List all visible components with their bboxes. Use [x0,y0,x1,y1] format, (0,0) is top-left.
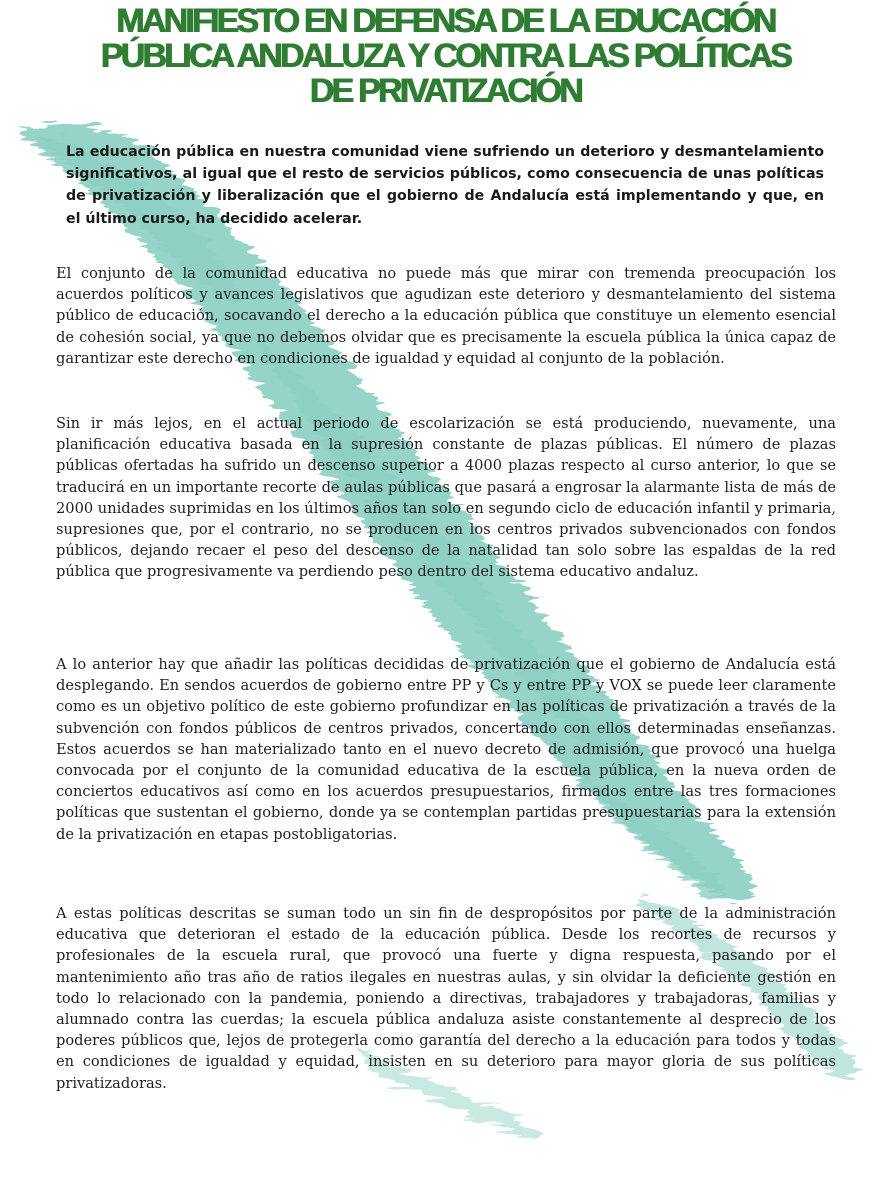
title-line: MANIFIESTO EN DEFENSA DE LA EDUCACIÓN [115,2,775,40]
manifesto-title [20,4,870,109]
title-line: DE PRIVATIZACIÓN [309,72,581,110]
body-paragraph: El conjunto de la comunidad educativa no puede más que mirar con tremenda preocupación los acuerdos políticos y avances legislativos que agudizan este deterioro y desmantelamiento del sistema público de educación, socavando el derecho a la educación pública que constituye un elemento esencial de cohesión social, ya que no debemos olvidar que es precisamente la escuela pública la única capaz de garantizar este derecho en condiciones de igualdad y equidad al conjunto de la población. [56,265,836,367]
title-line: PÚBLICA ANDALUZA Y CONTRA LAS POLÍTICAS [100,37,790,75]
lead-paragraph: La educación pública en nuestra comunidad viene sufriendo un deterioro y desmantelamiento significativos, al igual que el resto de servicios públicos, como consecuencia de unas políticas de privatización y liberalización que el gobierno de Andalucía está implementando y que, en el último curso, ha decidido acelerar. [66,144,824,227]
body-paragraph: Sin ir más lejos, en el actual periodo de escolarización se está produciendo, nuevamente, una planificación educativa basada en la supresión constante de plazas públicas. El número de plazas públicas ofertadas ha sufrido un descenso superior a 4000 plazas respecto al curso anterior, lo que se traducirá en un importante recorte de aulas públicas que pasará a engrosar la alarmante lista de más de 2000 unidades suprimidas en los últimos años tan solo en segundo ciclo de educación infantil y primaria, supresiones que, por el contrario, no se producen en los centros privados subvencionados con fondos públicos, dejando recaer el peso del descenso de la natalidad tan solo sobre las espaldas de la red pública que progresivamente va perdiendo peso dentro del sistema educativo andaluz. [56,415,836,581]
body-paragraph: A estas políticas descritas se suman todo un sin fin de despropósitos por parte de la administración educativa que deterioran el estado de la educación pública. Desde los recortes de recursos y profesionales de la escuela rural, que provocó una fuerte y digna respuesta, pasando por el mantenimiento año tras año de ratios ilegales en nuestras aulas, y sin olvidar la deficiente gestión en todo lo relacionado con la pandemia, poniendo a directivas, trabajadores y trabajadoras, familias y alumnado contra las cuerdas; la escuela pública andaluza asiste constantemente al desprecio de los poderes públicos que, lejos de protegerla como garantía del derecho a la educación para todos y todas en condiciones de igualdad y equidad, insisten en su deterioro para mayor gloria de sus políticas privatizadoras. [56,905,836,1092]
body-paragraph: A lo anterior hay que añadir las políticas decididas de privatización que el gobierno de Andalucía está desplegando. En sendos acuerdos de gobierno entre PP y Cs y entre PP y VOX se puede leer claramente como es un objetivo político de este gobierno profundizar en las políticas de privatización a través de la subvención con fondos públicos de centros privados, concertando con ellos determinadas enseñanzas. Estos acuerdos se han materializado tanto en el nuevo decreto de admisión, que provocó una huelga convocada por el conjunto de la comunidad educativa de la escuela pública, en la nueva orden de conciertos educativos así como en los acuerdos presupuestarios, firmados entre las tres formaciones políticas que sustentan el gobierno, donde ya se contemplan partidas presupuestarias para la extensión de la privatización en etapas postobligatorias. [56,656,836,843]
